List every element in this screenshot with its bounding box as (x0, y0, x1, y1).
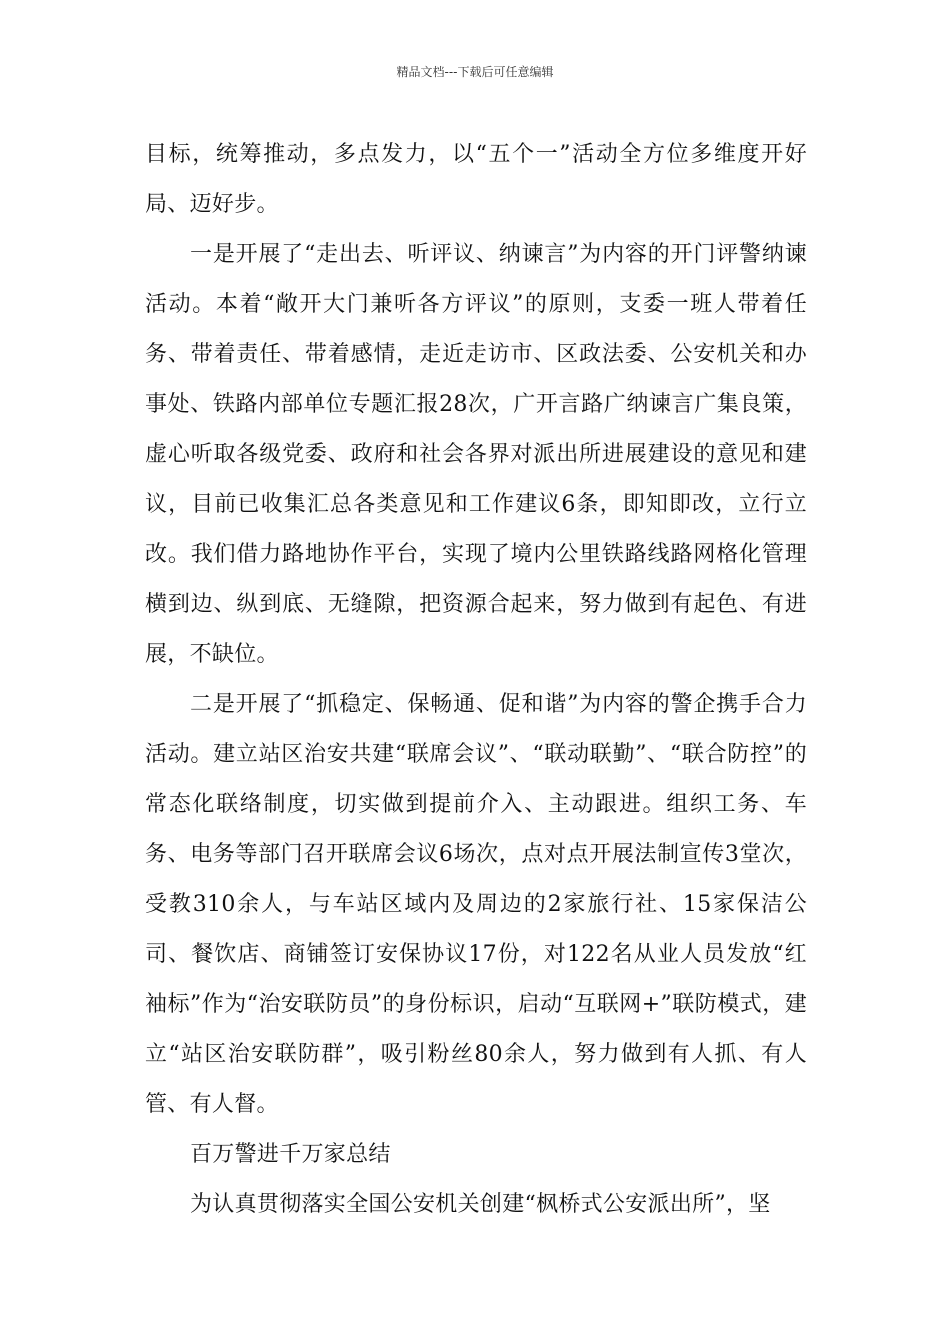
document-body (145, 130, 807, 1230)
paragraph-intro: 为认真贯彻落实全国公安机关创建“枫桥式公安派出所”，坚 (190, 1192, 771, 1217)
paragraph-first-activity: 一是开展了“走出去、听评议、纳谏言”为内容的开门评警纳谏活动。本着“敞开大门兼听各方评议”的原则，支委一班人带着任务、带着责任、带着感情，走近走访市、区政法委、公安机关和办事处、铁路内部单位专题汇报28次，广开言路广纳谏言广集良策，虚心听取各级党委、政府和社会各界对派出所进展建设的意见和建议，目前已收集汇总各类意见和工作建议6条，即知即改，立行立改。我们借力路地协作平台，实现了境内公里铁路线路网格化管理横到边、纵到底、无缝隙，把资源合起来，努力做到有起色、有进展，不缺位。 (145, 242, 807, 667)
paragraph-second-activity: 二是开展了“抓稳定、保畅通、促和谐”为内容的警企携手合力活动。建立站区治安共建“联席会议”、“联动联勤”、“联合防控”的常态化联络制度，切实做到提前介入、主动跟进。组织工务、车务、电务等部门召开联席会议6场次，点对点开展法制宣传3堂次，受教310余人，与车站区域内及周边的2家旅行社、15家保洁公司、餐饮店、商铺签订安保协议17份，对122名从业人员发放“红袖标”作为“治安联防员”的身份标识，启动“互联网+”联防模式，建立“站区治安联防群”，吸引粉丝80余人，努力做到有人抓、有人管、有人督。 (145, 692, 807, 1117)
paragraph-continued: 目标，统筹推动，多点发力，以“五个一”活动全方位多维度开好局、迈好步。 (145, 142, 807, 217)
page-header: 精品文档---下载后可任意编辑 (396, 65, 554, 79)
section-title: 百万警进千万家总结 (190, 1142, 391, 1167)
